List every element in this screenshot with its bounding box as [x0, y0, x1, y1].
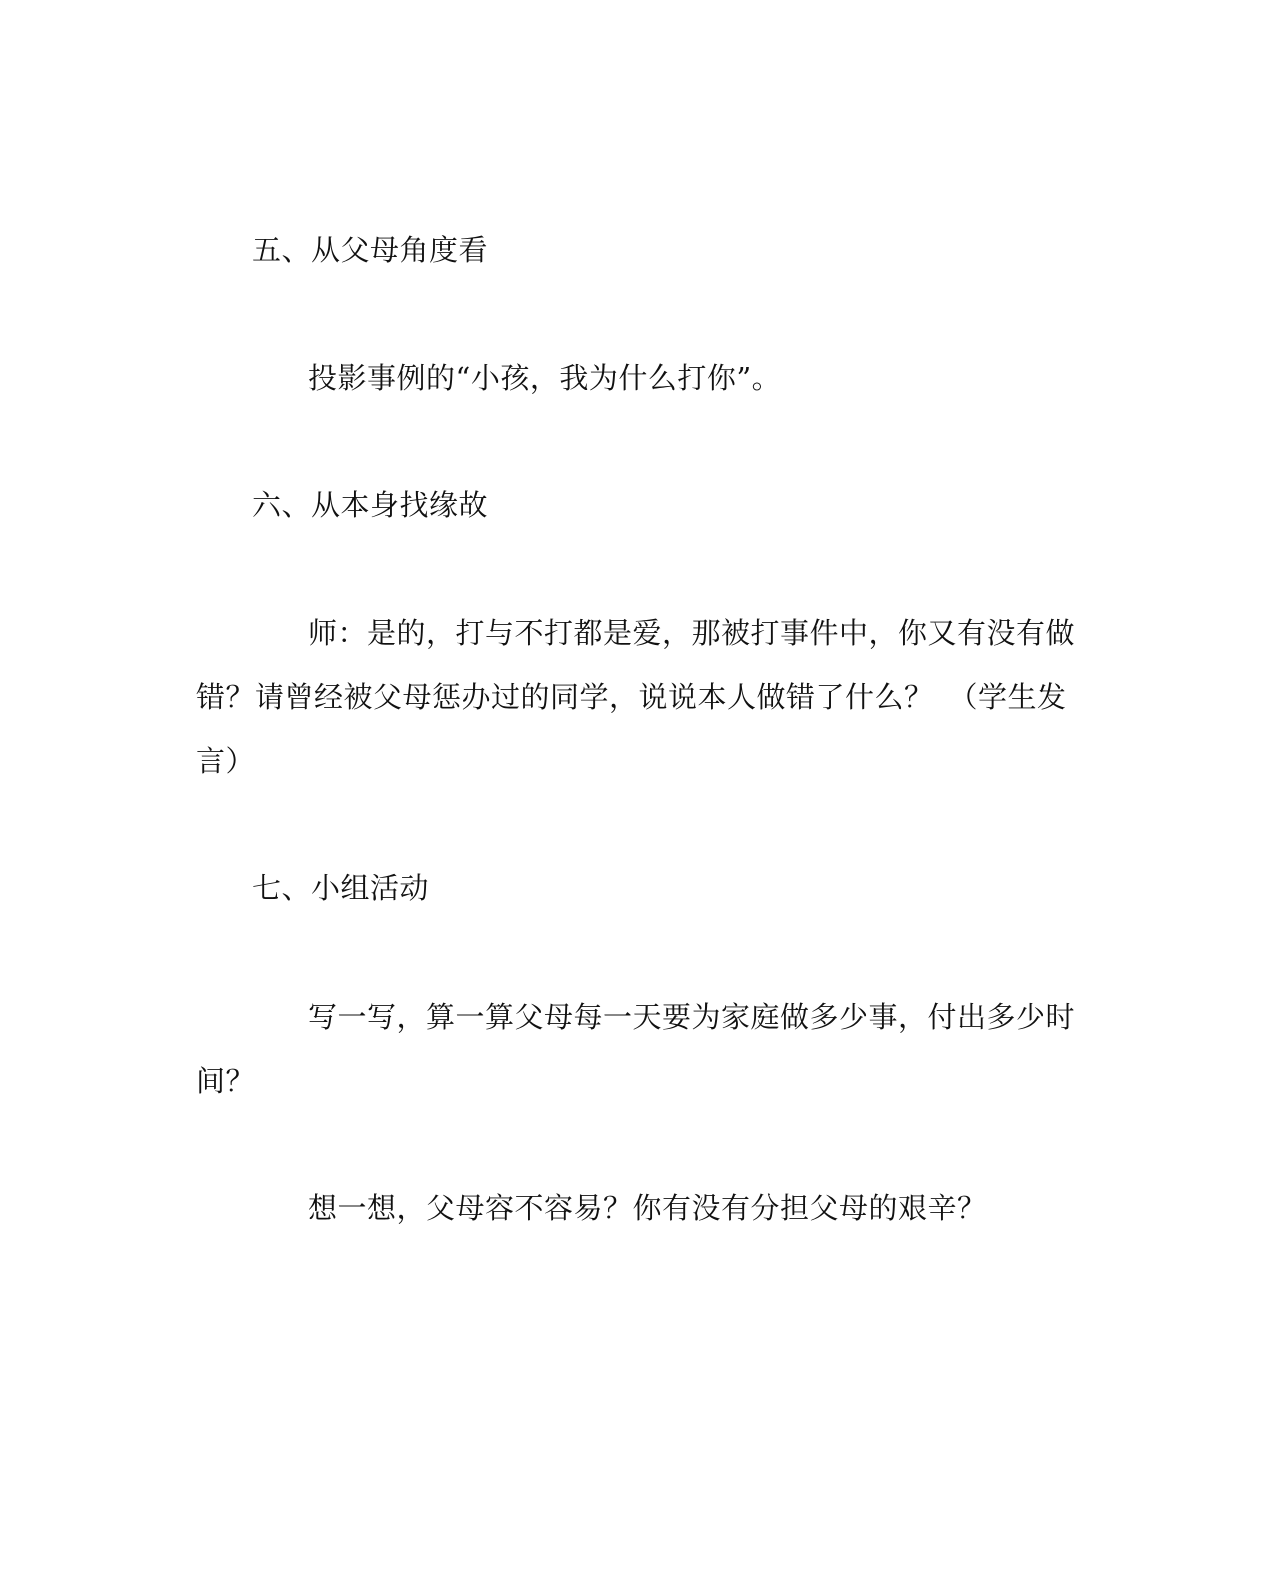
paragraph-teacher-line-3: 言） [196, 744, 256, 778]
paragraph-projection-example: 投影事例的“小孩，我为什么打你”。 [308, 361, 782, 395]
section-heading-seven: 七、小组活动 [252, 871, 430, 905]
paragraph-think: 想一想，父母容不容易？你有没有分担父母的艰辛？ [308, 1191, 987, 1225]
section-heading-five: 五、从父母角度看 [252, 233, 489, 267]
paragraph-write-line-1: 写一写，算一算父母每一天要为家庭做多少事，付出多少时 [308, 1000, 1076, 1034]
paragraph-teacher-line-2: 错？请曾经被父母惩办过的同学，说说本人做错了什么？ （学生发 [196, 680, 1067, 714]
paragraph-write-line-2: 间？ [196, 1064, 256, 1098]
paragraph-teacher-line-1: 师：是的，打与不打都是爱，那被打事件中，你又有没有做 [308, 616, 1076, 650]
section-heading-six: 六、从本身找缘故 [252, 488, 489, 522]
